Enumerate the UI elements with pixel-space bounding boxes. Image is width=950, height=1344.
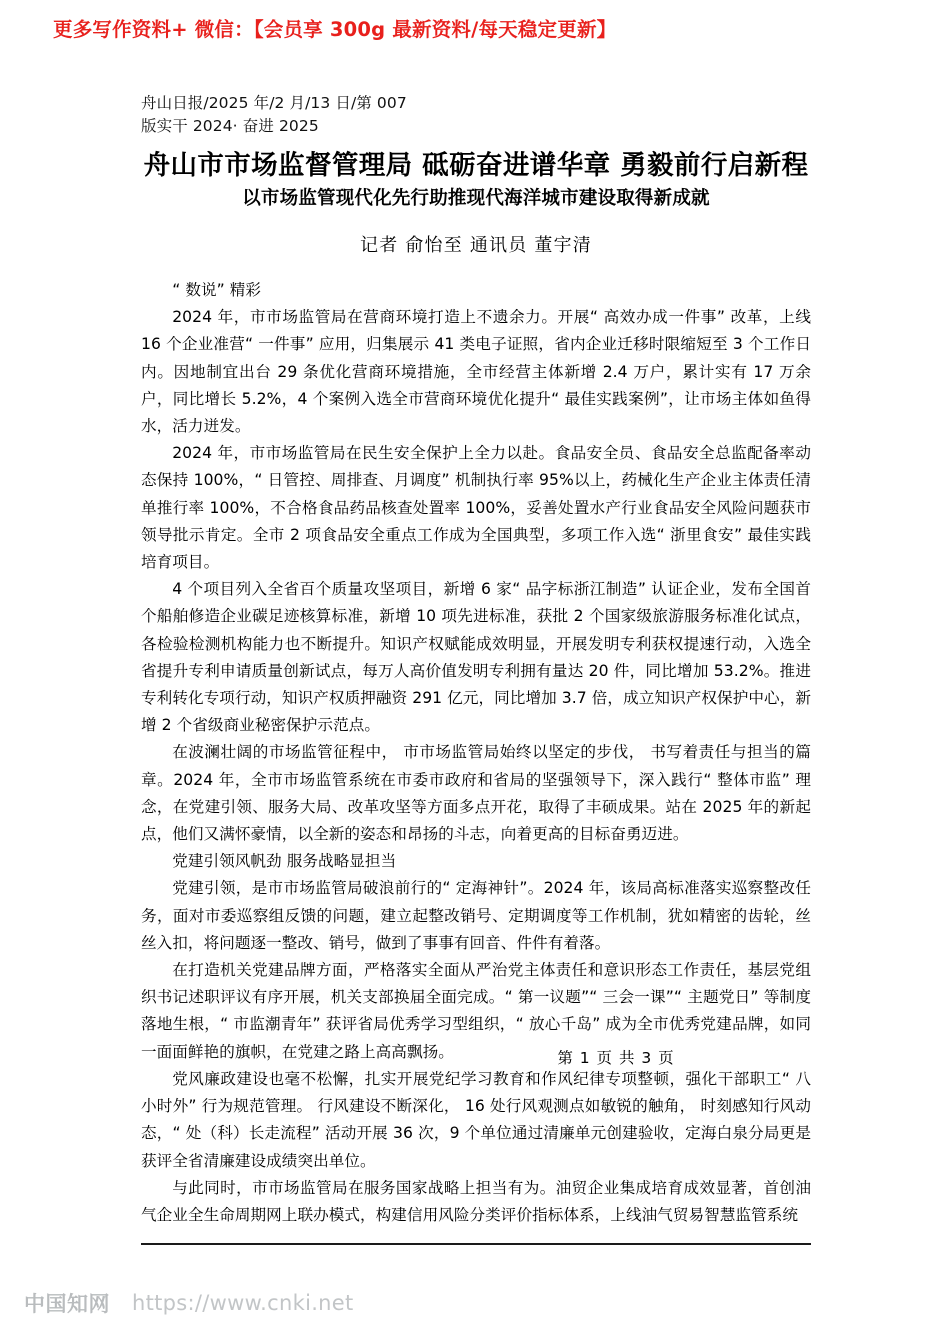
paragraph: 与此同时，市市场监管局在服务国家战略上担当有为。油贸企业集成培育成效显著，首创油气企业全生命周期网上联办模式，构建信用风险分类评价指标体系，上线油气贸易智慧监管系统 [141, 1178, 811, 1224]
cnki-url: https://www.cnki.net [132, 1291, 354, 1315]
paragraph: 在波澜壮阔的市场监管征程中， 市市场监管局始终以坚定的步伐， 书写着责任与担当的篇章。2024 年，全市市场监管系统在市委市政府和省局的坚强领导下，深入践行“ 整体市监” 理念，在党建引领、服务大局、改革攻坚等方面多点开花，取得了丰硕成果。站在 2025 年的新起点，他们又满怀豪情，以全新的姿态和昂扬的斗志，向着更高的目标奋勇迈进。 [141, 743, 811, 844]
article-body [141, 277, 811, 1229]
source-citation [141, 92, 811, 138]
paragraph: 2024 年，市市场监管局在民生安全保护上全力以赴。食品安全员、食品安全总监配备率动态保持 100%，“ 日管控、周排查、月调度” 机制执行率 95%以上，药械化生产企业主体责任清单推行率 100%，不合格食品药品核查处置率 100%，妥善处置水产行业食品安全风险问题获市领导批示肯定。全市 2 项食品安全重点工作成为全国典型，多项工作入选“ 浙里食安” 最佳实践培育项目。 [141, 444, 811, 572]
section-heading: 党建引领风帆劲 服务战略显担当 [172, 852, 397, 871]
paragraph: 党风廉政建设也毫不松懈，扎实开展党纪学习教育和作风纪律专项整顿，强化干部职工“ 八小时外” 行为规范管理。 行风建设不断深化， 16 处行风观测点如敏锐的触角， 时刻感知行风动态，“ 处（科）长走流程” 活动开展 36 次，9 个单位通过清廉单元创建验收，定海白泉分局更是获评全省清廉建设成绩突出单位。 [141, 1069, 811, 1170]
page-subtitle: 以市场监管现代化先行助推现代海洋城市建设取得新成就 [242, 188, 710, 209]
paragraph: 4 个项目列入全省百个质量攻坚项目，新增 6 家“ 品字标浙江制造” 认证企业，发布全国首个船舶修造企业碳足迹核算标准，新增 10 项先进标准，获批 2 个国家级旅游服务标准化试点，各检验检测机构能力也不断提升。知识产权赋能成效明显，开展发明专利获权提速行动，入选全省提升专利申请质量创新试点，每万人高价值发明专利拥有量达 20 件，同比增加 53.2%。推进专利转化专项行动，知识产权质押融资 291 亿元，同比增加 3.7 倍，成立知识产权保护中心，新增 2 个省级商业秘密保护示范点。 [141, 580, 811, 735]
page-title: 舟山市市场监督管理局 砥砺奋进谱华章 勇毅前行启新程 [143, 150, 809, 181]
cnki-watermark [24, 1288, 354, 1318]
paragraph: 在打造机关党建品牌方面，严格落实全面从严治党主体责任和意识形态工作责任，基层党组织书记述职评议有序开展，机关支部换届全面完成。“ 第一议题”“ 三会一课”“ 主题党日” 等制度落地生根，“ 市监潮青年” 获评省局优秀学习型组织，“ 放心千岛” 成为全市优秀党建品牌，如同一面面鲜艳的旗帜，在党建之路上高高飘扬。 [141, 961, 811, 1061]
source-line-1: 舟山日报/2025 年/2 月/13 日/第 007 [141, 94, 407, 112]
footer-divider [141, 1243, 811, 1245]
cnki-logo: 中国知网 [24, 1292, 110, 1316]
paragraph: “ 数说” 精彩 [172, 281, 262, 299]
page-number: 第 1 页 共 3 页 [557, 1049, 675, 1067]
promo-banner-text: 更多写作资料+ 微信：【会员享 300g 最新资料/每天稳定更新】 [53, 18, 617, 41]
paragraph: 2024 年，市市场监管局在营商环境打造上不遗余力。开展“ 高效办成一件事” 改革，上线 16 个企业准营“ 一件事” 应用，归集展示 41 类电子证照，省内企业迁移时限缩短至 3 个工作日内。因地制宜出台 29 条优化营商环境措施，全市经营主体新增 2.4 万户，累计实有 17 万余户，同比增长 5.2%，4 个案例入选全市营商环境优化提升“ 最佳实践案例”，让市场主体如鱼得水，活力迸发。 [141, 308, 811, 436]
byline: 记者 俞怡至 通讯员 董宇清 [360, 235, 592, 256]
source-line-2: 版实干 2024· 奋进 2025 [141, 117, 319, 135]
paragraph: 党建引领，是市市场监管局破浪前行的“ 定海神针”。2024 年，该局高标准落实巡察整改任务，面对市委巡察组反馈的问题，建立起整改销号、定期调度等工作机制，犹如精密的齿轮，丝丝入扣，将问题逐一整改、销号，做到了事事有回音、件件有着落。 [141, 879, 811, 952]
